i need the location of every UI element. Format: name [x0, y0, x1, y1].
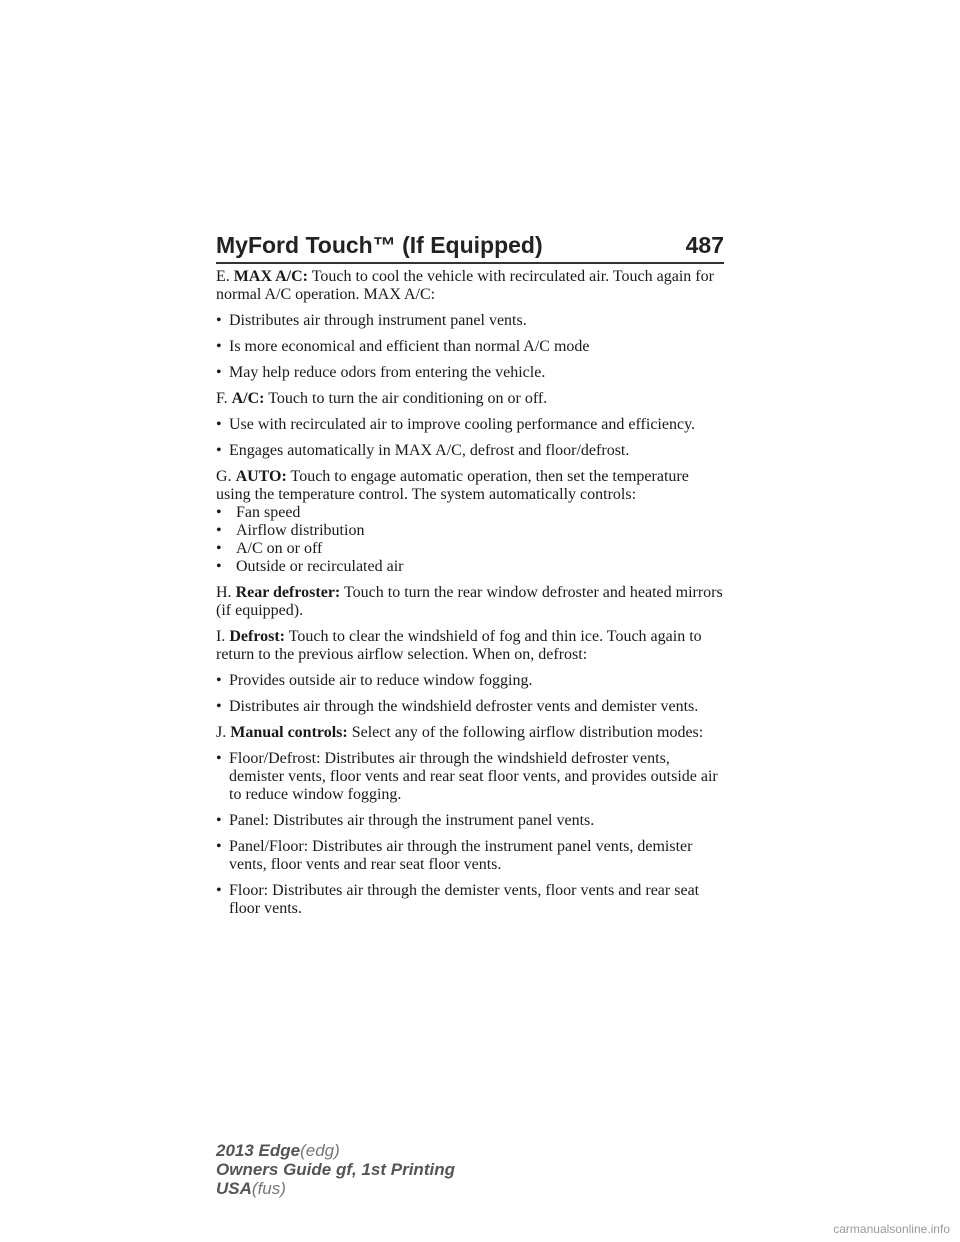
bullet-icon: • — [216, 364, 222, 381]
section-text: Touch to cool the vehicle with recirculated air. Touch again for normal A/C operation. MAX A/C: — [216, 268, 714, 303]
section-letter: E. — [216, 268, 230, 285]
list-item: • Fan speed — [216, 504, 301, 521]
section-j — [216, 724, 726, 742]
section-f — [216, 390, 726, 408]
bullet-icon: • — [216, 416, 222, 433]
list-item: • Outside or recirculated air — [216, 558, 404, 575]
list-item: • Panel: Distributes air through the instrument panel vents. — [216, 812, 595, 829]
footer-line-model: 2013 Edge(edg) — [216, 1141, 340, 1160]
bullet-icon: • — [216, 338, 222, 355]
bullet-icon: • — [216, 750, 222, 767]
bullet-icon: • — [216, 522, 222, 539]
bullet-icon: • — [216, 672, 222, 689]
section-i — [216, 628, 726, 664]
section-term: Manual controls: — [230, 724, 348, 741]
bullet-icon: • — [216, 540, 222, 557]
page-footer — [216, 1141, 455, 1198]
section-term: AUTO: — [235, 468, 287, 485]
section-text: Touch to turn the rear window defroster and heated mirrors (if equipped). — [216, 584, 723, 619]
header-rule — [216, 262, 724, 264]
list-item: • Airflow distribution — [216, 522, 365, 539]
section-text: Touch to engage automatic operation, then set the temperature using the temperature control. The system automatically controls: — [216, 468, 689, 503]
section-e — [216, 268, 726, 304]
footer-line-guide: Owners Guide gf, 1st Printing — [216, 1160, 455, 1179]
page-content — [216, 268, 726, 926]
list-item: • Distributes air through the windshield defroster vents and demister vents. — [216, 698, 699, 715]
section-term: Rear defroster: — [235, 584, 341, 601]
bullet-icon: • — [216, 504, 222, 521]
list-item: • Floor/Defrost: Distributes air through the windshield defroster vents, demister vents, floor vents and rear seat floor vents, and provides outside air to reduce window fogging. — [216, 750, 718, 803]
section-text: Select any of the following airflow distribution modes: — [351, 724, 704, 741]
list-item: • Provides outside air to reduce window fogging. — [216, 672, 533, 689]
list-item: • Distributes air through instrument panel vents. — [216, 312, 527, 329]
list-item: • Floor: Distributes air through the demister vents, floor vents and rear seat floor vents. — [216, 882, 700, 917]
bullet-icon: • — [216, 698, 222, 715]
list-item: • Use with recirculated air to improve cooling performance and efficiency. — [216, 416, 696, 433]
section-letter: I. — [216, 628, 226, 645]
bullet-icon: • — [216, 312, 222, 329]
section-letter: H. — [216, 584, 232, 601]
list-item: • Engages automatically in MAX A/C, defrost and floor/defrost. — [216, 442, 630, 459]
list-item: • Panel/Floor: Distributes air through the instrument panel vents, demister vents, floor vents and rear seat floor vents. — [216, 838, 693, 873]
section-term: A/C: — [231, 390, 265, 407]
page-header — [216, 226, 724, 266]
page-title: MyFord Touch™ (If Equipped) — [216, 232, 543, 258]
section-term: MAX A/C: — [233, 268, 308, 285]
section-letter: G. — [216, 468, 232, 485]
bullet-icon: • — [216, 558, 222, 575]
bullet-icon: • — [216, 838, 222, 855]
bullet-icon: • — [216, 442, 222, 459]
section-text: Touch to clear the windshield of fog and thin ice. Touch again to return to the previous airflow selection. When on, defrost: — [216, 628, 702, 663]
section-letter: J. — [216, 724, 227, 741]
bullet-icon: • — [216, 882, 222, 899]
list-item: • Is more economical and efficient than normal A/C mode — [216, 338, 590, 355]
section-h — [216, 584, 726, 620]
page-number: 487 — [685, 232, 724, 258]
list-item: • May help reduce odors from entering the vehicle. — [216, 364, 546, 381]
section-term: Defrost: — [229, 628, 286, 645]
footer-line-region: USA(fus) — [216, 1179, 286, 1198]
watermark[interactable]: carmanualsonline.info — [833, 1222, 950, 1236]
section-text: Touch to turn the air conditioning on or off. — [268, 390, 548, 407]
section-letter: F. — [216, 390, 228, 407]
auto-controls-list — [216, 504, 726, 576]
section-g — [216, 468, 726, 504]
list-item: • A/C on or off — [216, 540, 323, 557]
bullet-icon: • — [216, 812, 222, 829]
